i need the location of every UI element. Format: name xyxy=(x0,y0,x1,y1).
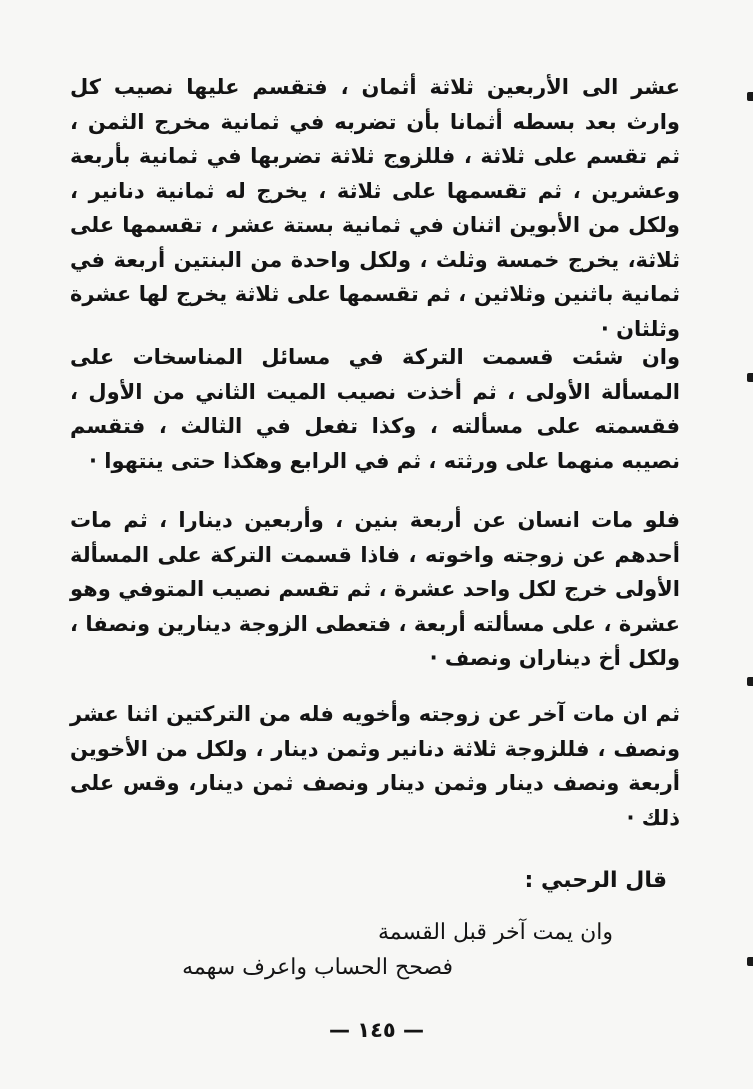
paragraph-4: ثم ان مات آخر عن زوجته وأخويه فله من التركتين اثنا عشر ونصف ، فللزوجة ثلاثة دنانير وثمن دينار ، ولكل من الأخوين أربعة ونصف دينار وثمن دينار ونصف ثمن دينار، وقس على ذلك · xyxy=(70,702,680,830)
verse-line-2: فصحح الحساب واعرف سهمه xyxy=(182,955,453,980)
margin-mark xyxy=(747,677,753,686)
paragraph-1: عشر الى الأربعين ثلاثة أثمان ، فتقسم عليها نصيب كل وارث بعد بسطه أثمانا بأن تضربه في ثمانية مخرج الثمن ، ثم تقسم على ثلاثة ، فللزوج ثلاثة تضربها في ثمانية بأربعة وعشرين ، ثم تقسمها على ثلاثة ، يخرج له ثمانية دنانير ، ولكل من الأبوين اثنان في ثمانية بستة عشر ، تقسمها على ثلاثة، يخرج خمسة وثلث ، ولكل واحدة من البنتين أربعة في ثمانية باثنين وثلاثين ، ثم تقسمها على ثلاثة يخرج لها عشرة وثلثان · xyxy=(70,75,680,341)
margin-mark xyxy=(747,957,753,966)
section-heading: قال الرحبي : xyxy=(524,868,667,893)
page-number: — ١٤٥ — xyxy=(328,1018,425,1042)
margin-mark xyxy=(747,92,753,101)
paragraph-2: وان شئت قسمت التركة في مسائل المناسخات على المسألة الأولى ، ثم أخذت نصيب الميت الثاني من الأول ، فقسمته على مسألته ، وكذا تفعل في الثالث ، فتقسم نصيبه منهما على ورثته ، ثم في الرابع وهكذا حتى ينتهوا · xyxy=(70,345,680,473)
verse-line-1: وان يمت آخر قبل القسمة xyxy=(377,920,613,945)
paragraph-3: فلو مات انسان عن أربعة بنين ، وأربعين دينارا ، ثم مات أحدهم عن زوجته واخوته ، فاذا قسمت التركة على المسألة الأولى خرج لكل واحد عشرة ، ثم تقسم نصيب المتوفي وهو عشرة ، على مسألته أربعة ، فتعطى الزوجة دينارين ونصفا ، ولكل أخ ديناران ونصف · xyxy=(70,508,680,670)
margin-mark xyxy=(747,373,753,382)
